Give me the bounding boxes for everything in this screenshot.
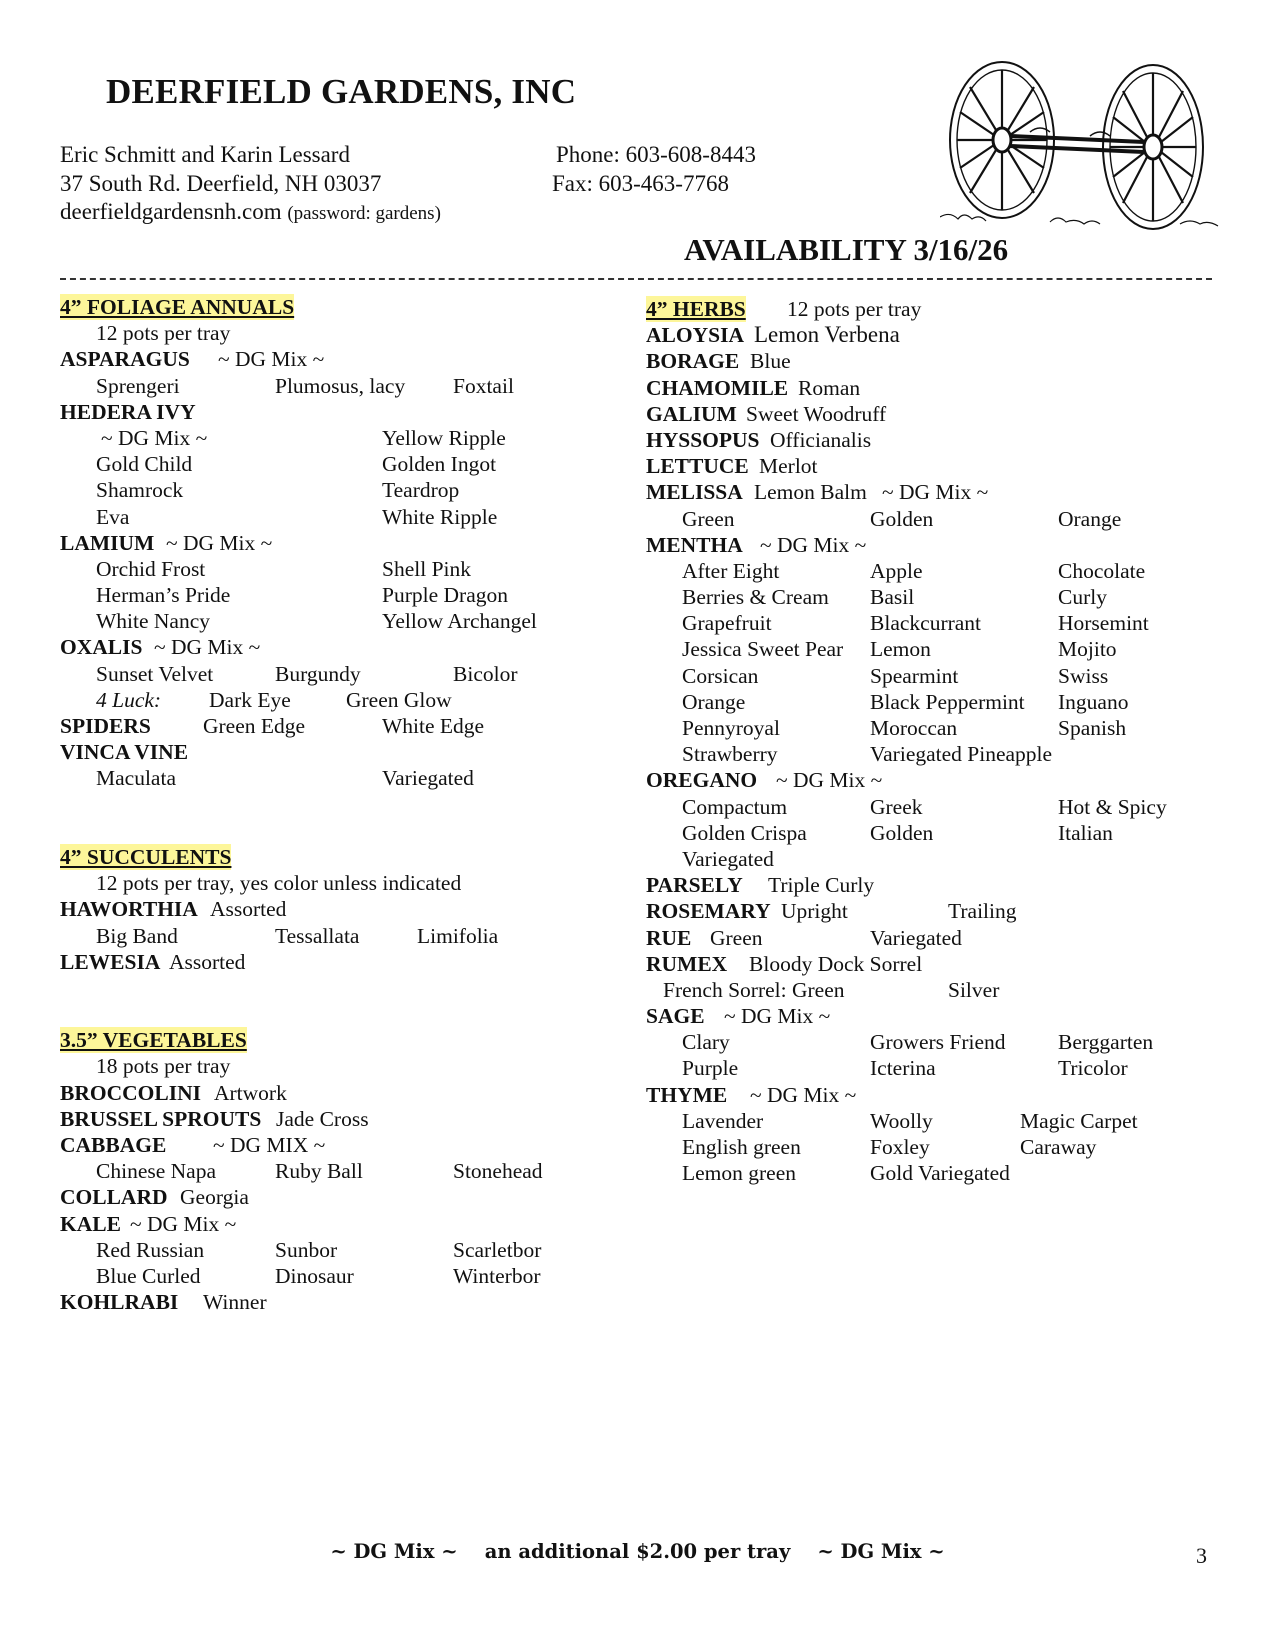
variety: Eva [96,504,130,529]
variety: Variegated [382,766,474,791]
variety: Berries & Cream [682,585,829,610]
variety: Blue Curled [96,1263,201,1288]
variety: Gold Child [96,452,193,477]
variety: Growers Friend [870,1030,1006,1055]
variety: Teardrop [382,478,460,503]
plant-name: PARSELY [646,873,743,898]
plant-note: Merlot [759,454,818,479]
plant-note: Jade Cross [276,1106,369,1131]
variety: Basil [870,585,915,610]
variety: Shamrock [96,478,184,503]
address: 37 South Rd. Deerfield, NH 03037 [60,171,382,196]
plant-note: Triple Curly [768,873,875,898]
variety: Dinosaur [275,1263,354,1288]
plant-name: SPIDERS [60,714,151,738]
plant-note: Lemon Verbena [754,322,900,348]
variety: Gold Variegated [870,1161,1010,1186]
variety: Limifolia [417,923,499,948]
plant-note: Bloody Dock Sorrel [749,951,923,976]
variety: Icterina [870,1056,936,1081]
variety: Strawberry [682,742,778,767]
variety: Hot & Spicy [1058,794,1167,819]
variety: Jessica Sweet Pear [682,637,844,662]
section-title-foliage: 4” FOLIAGE ANNUALS [60,295,295,319]
plant-name: HYSSOPUS [646,427,760,452]
variety: Golden Ingot [382,452,497,477]
variety: Sunset Velvet [96,661,214,686]
plant-note: Blue [750,349,791,374]
plant-name: KALE [60,1211,121,1236]
mix-note: ~ DG Mix ~ [882,480,989,505]
variety: Purple [682,1056,739,1081]
variety: Chocolate [1058,558,1146,583]
variety: Foxtail [453,373,514,398]
variety: Orchid Frost [96,556,206,581]
variety: Chinese Napa [96,1159,217,1184]
variety: Spanish [1058,716,1127,740]
dashed-divider [60,278,1212,280]
section-title-vegetables: 3.5” VEGETABLES [60,1028,247,1053]
mix-note: ~ DG Mix ~ [130,1211,237,1236]
variety: Golden Crispa [682,820,807,845]
mix-note: ~ DG Mix ~ [218,347,325,372]
company-name: DEERFIELD GARDENS, INC [106,72,577,111]
variety: Orange [1058,506,1122,531]
contact-names: Eric Schmitt and Karin Lessard [60,142,350,167]
plant-name: COLLARD [60,1185,168,1210]
variety: Variegated Pineapple [870,742,1053,767]
variety: Tessallata [275,923,360,948]
variety: Silver [948,977,1000,1002]
variety: English green [682,1135,801,1159]
variety: Variegated [682,846,774,871]
variety: Maculata [96,766,176,791]
variety: White Ripple [382,504,498,529]
password-note: (password: gardens) [287,203,441,224]
footer-note: ~ DG Mix ~ an additional $2.00 per tray ~ DG Mix ~ [330,1540,945,1563]
variety: Black Peppermint [870,689,1025,714]
plant-note: Assorted [210,897,287,922]
plant-name: MELISSA [646,480,743,505]
variety: Variegated [870,925,962,950]
variety: Spearmint [870,663,959,688]
plant-name: LAMIUM [60,530,155,555]
variety: Golden [870,506,934,531]
variety: Lemon [870,637,931,662]
variety: Italian [1058,820,1113,845]
mix-note: ~ DG Mix ~ [166,530,273,555]
variety: Herman’s Pride [96,583,231,608]
variety: Clary [682,1030,730,1055]
variety: Foxley [870,1135,930,1159]
plant-note: Winner [203,1290,267,1315]
variety: Compactum [682,794,788,819]
plant-note: Roman [798,375,861,400]
plant-name: ROSEMARY [646,899,771,924]
mix-note: ~ DG Mix ~ [101,425,208,450]
plant-name: HAWORTHIA [60,897,198,922]
plant-note: Assorted [169,949,246,974]
variety: Woolly [870,1108,933,1133]
plant-name: BROCCOLINI [60,1080,201,1105]
variety: Apple [870,558,923,583]
variety: Dark Eye [209,687,291,712]
plant-name: CABBAGE [60,1133,167,1157]
plant-name: ALOYSIA [646,323,744,348]
variety: Bicolor [453,661,518,686]
variety: Pennyroyal [682,716,780,740]
variety: Grapefruit [682,611,772,636]
variety: Sprengeri [96,373,180,398]
variety: Greek [870,794,923,819]
mix-note: ~ DG MIX ~ [213,1133,326,1157]
plant-name: GALIUM [646,401,737,426]
variety: Golden [870,820,934,845]
variety: Moroccan [870,716,958,740]
variety: Inguano [1058,689,1129,714]
plant-name: LEWESIA [60,949,161,974]
variety: Green [682,506,735,531]
website-line [60,199,441,225]
variety: Plumosus, lacy [275,373,406,398]
variety: Lavender [682,1108,764,1133]
right-column [646,296,1226,1186]
variety: Shell Pink [382,556,472,581]
plant-name: ASPARAGUS [60,347,190,372]
plant-name: OREGANO [646,768,758,793]
variety: Green Glow [346,687,452,712]
variety: Lemon green [682,1161,797,1186]
variety: Caraway [1020,1135,1097,1159]
variety: Tricolor [1058,1056,1128,1081]
variety: Stonehead [453,1159,543,1184]
variety: Horsemint [1058,611,1149,636]
variety: Blackcurrant [870,611,982,636]
mix-note: ~ DG Mix ~ [776,768,883,793]
fax: Fax: 603-463-7768 [552,171,729,196]
section-title-herbs: 4” HERBS [646,297,746,321]
variety: Winterbor [453,1263,541,1288]
mix-note: ~ DG Mix ~ [750,1082,857,1107]
variety: Sunbor [275,1237,338,1262]
variety: Burgundy [275,661,361,686]
plant-name: KOHLRABI [60,1290,179,1315]
variety: Green Edge [203,714,306,738]
variety: Ruby Ball [275,1159,363,1184]
plant-name: RUE [646,925,692,950]
plant-note: Green [710,925,763,950]
tray-note: 18 pots per tray [96,1054,231,1079]
plant-name: SAGE [646,1004,705,1029]
plant-name: BORAGE [646,349,740,374]
variety: Swiss [1058,663,1109,688]
tray-note: 12 pots per tray, yes color unless indicated [96,871,462,896]
plant-note: Sweet Woodruff [746,401,887,426]
mix-note: ~ DG Mix ~ [724,1004,831,1029]
luck-label: 4 Luck: [96,687,162,712]
plant-name: RUMEX [646,951,728,976]
variety: Trailing [948,899,1017,924]
mix-note: ~ DG Mix ~ [760,532,867,557]
tray-note: 12 pots per tray [96,321,231,346]
variety: Magic Carpet [1020,1108,1138,1133]
variety: Mojito [1058,637,1117,662]
variety: Purple Dragon [382,583,508,608]
plant-note: Officianalis [770,427,872,452]
variety: Red Russian [96,1237,205,1262]
variety: Orange [682,689,746,714]
page-number: 3 [1196,1543,1207,1568]
plant-name: BRUSSEL SPROUTS [60,1106,262,1131]
plant-name: THYME [646,1082,728,1107]
variety: Yellow Archangel [382,609,537,634]
plant-note: Artwork [214,1080,287,1105]
tray-note: 12 pots per tray [787,297,922,321]
left-column [60,294,620,1315]
variety: White Edge [382,714,485,738]
website: deerfieldgardensnh.com [60,199,282,224]
phone: Phone: 603-608-8443 [556,142,756,167]
availability-date: AVAILABILITY 3/16/26 [684,232,1009,267]
variety: Big Band [96,923,178,948]
variety: Corsican [682,663,759,688]
plant-name: OXALIS [60,635,143,660]
variety: After Eight [682,558,780,583]
variety: Berggarten [1058,1030,1154,1055]
plant-name: HEDERA IVY [60,399,196,424]
variety: Scarletbor [453,1237,542,1262]
plant-name: MENTHA [646,532,743,557]
variety: Yellow Ripple [382,425,506,450]
french-sorrel: French Sorrel: Green [663,977,845,1002]
wagon-wheels-icon [940,52,1220,237]
variety: Curly [1058,585,1107,610]
plant-note: Lemon Balm [754,480,867,505]
variety: White Nancy [96,609,211,634]
mix-note: ~ DG Mix ~ [154,635,261,660]
plant-name: CHAMOMILE [646,375,789,400]
section-title-succulents: 4” SUCCULENTS [60,844,232,869]
plant-name: VINCA VINE [60,740,189,765]
plant-note: Upright [781,899,848,924]
plant-name: LETTUCE [646,454,749,479]
plant-note: Georgia [180,1185,249,1210]
